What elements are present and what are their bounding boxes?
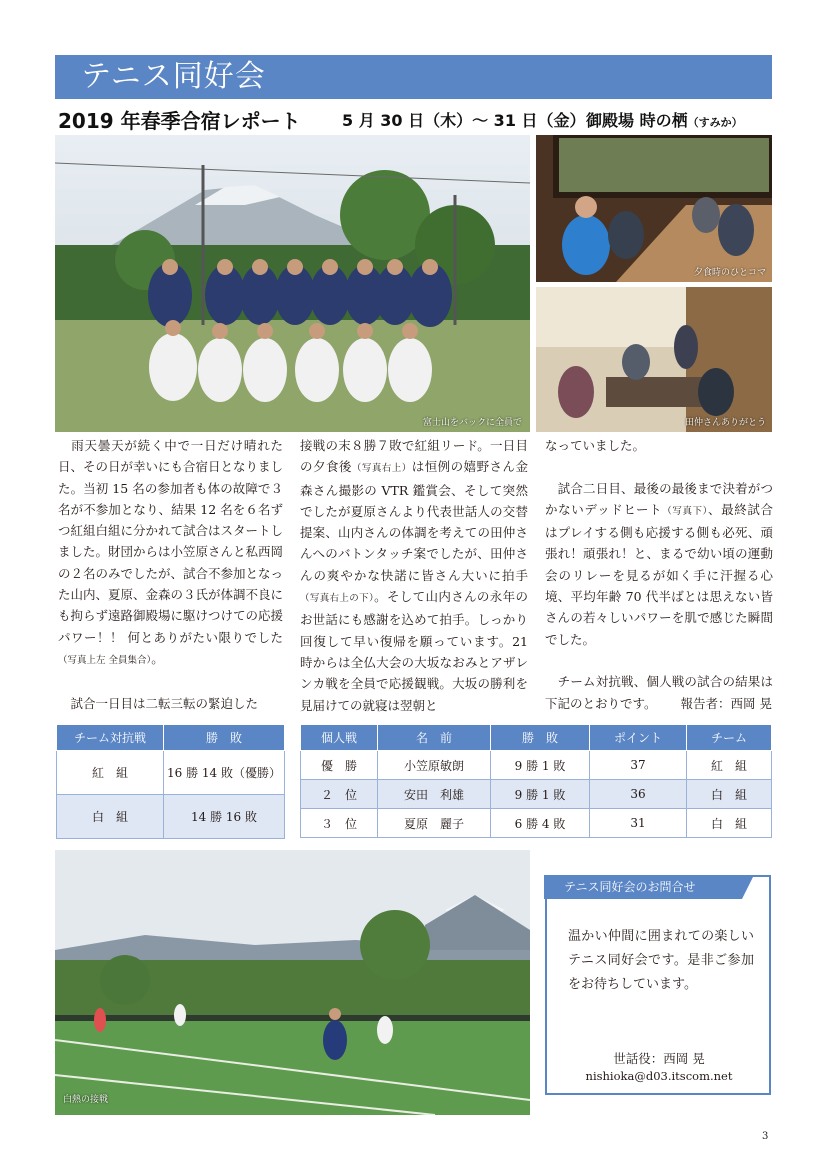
col1-text: 雨天曇天が続く中で一日だけ晴れた日、その日が幸いにも合宿日となりました。当初 15 名の参加者も体の故障で３名が不参加となり、結果 12 名を６名ずつ紅組白組に分かれて試合はスタートしました。財団からは小笠原さんと私西岡の２名のみでしたが、試合不参加となった山内、夏原、金森の３氏が体調不良にも拘らず遠路御殿場に駆けつけての応援パワー！！ 何とありがたい限りでした xyxy=(58,438,284,645)
team-name-cell: 紅 組 xyxy=(57,751,164,795)
match-photo-caption: 白熱の接戦 xyxy=(63,1095,109,1105)
report-title: 2019 年春季合宿レポート xyxy=(58,109,301,133)
col1-photo-note: （写真上左 全員集合） xyxy=(58,654,152,666)
table-header-cell: ポイント xyxy=(590,725,687,751)
table-header-cell: 勝 敗 xyxy=(164,725,285,751)
contact-message: 温かい仲間に囲まれての楽しいテニス同好会です。是非ご参加をお待ちしています。 xyxy=(568,929,754,992)
venue-reading: （すみか） xyxy=(687,116,743,129)
table-row xyxy=(57,751,285,795)
col3-photo-note: （写真下） xyxy=(662,505,709,517)
col2-photo-note-1: （写真右上） xyxy=(351,463,412,475)
thanks-photo-caption: 田仲さんありがとう xyxy=(684,418,766,428)
record-cell: 9 勝 1 敗 xyxy=(491,751,590,780)
article-column-1 xyxy=(58,435,283,720)
page-number: 3 xyxy=(762,1131,769,1142)
table-header-cell: 名 前 xyxy=(378,725,491,751)
table-header-cell: チーム対抗戦 xyxy=(57,725,164,751)
table-row xyxy=(301,780,772,809)
col2-text-a: 接戦の末８勝７敗で紅組リード。一日目の夕食後 xyxy=(300,438,528,475)
col2-text-b: は恒例の嬉野さん金森さん撮影の VTR 鑑賞会、そして突然でしたが夏原さんより代表世話人の交替提案、山内さんの体調を考えての田仲さんへのバトンタッチ案でしたが、田仲さんの爽やかな快諾に皆さん大いに拍手 xyxy=(300,459,528,583)
player-name-cell: 夏原 麗子 xyxy=(378,809,491,838)
table-row xyxy=(301,751,772,780)
table-header-cell: 勝 敗 xyxy=(491,725,590,751)
group-photo-caption: 富士山をバックに全員で xyxy=(422,418,522,428)
points-cell: 31 xyxy=(590,809,687,838)
col3-text-a: なっていました。 試合二日目、最後の最後まで決着がつかないデッドヒート xyxy=(545,438,773,517)
col1-end: 。 試合一日目は二転三転の緊迫した xyxy=(70,650,259,711)
team-record-cell: 16 勝 14 敗（優勝） xyxy=(164,751,285,795)
table-row xyxy=(57,795,285,839)
table-header-cell: チーム xyxy=(687,725,772,751)
contact-email[interactable]: nishioka@d03.itscom.net xyxy=(585,1069,733,1083)
dinner-photo xyxy=(536,135,772,282)
record-cell: 9 勝 1 敗 xyxy=(491,780,590,809)
rank-cell: ２ 位 xyxy=(301,780,378,809)
col3-text-b: 、最終試合はプレイする側も応援する側も必死、頑張れ！頑張れ！と、まるで幼い頃の運動会のリレーを見るが如く手に汗握る心境、平均年齢 70 代半ばとは思えない皆さんの若々しいパワーを肌で感じた瞬間でした。 チーム対抗戦、個人戦の試合の結果は下記のとおりです。 xyxy=(545,501,773,711)
venue-name: 御殿場 時の栖 xyxy=(586,111,688,130)
match-photo xyxy=(55,850,530,1115)
points-cell: 36 xyxy=(590,780,687,809)
contact-header-tab xyxy=(742,875,754,899)
col2-text-c: 。そして山内さんの永年のお世話にも感謝を込めて拍手。しっかり回復して早い復帰を願っています。21 時からは全仏大会の大坂なおみとアザレンカ戦を全員で応援観戦。大坂の勝利を見届けての就寝は翌朝と xyxy=(300,589,532,713)
col2-photo-note-2: （写真右上の下） xyxy=(300,593,375,605)
team-cell: 紅 組 xyxy=(687,751,772,780)
rank-cell: ３ 位 xyxy=(301,809,378,838)
rank-cell: 優 勝 xyxy=(301,751,378,780)
team-cell: 白 組 xyxy=(687,809,772,838)
team-results-table xyxy=(56,724,285,839)
record-cell: 6 勝 4 敗 xyxy=(491,809,590,838)
team-name-cell: 白 組 xyxy=(57,795,164,839)
report-dates: 5 月 30 日（木）～ 31 日（金） xyxy=(342,111,586,130)
points-cell: 37 xyxy=(590,751,687,780)
reporter-credit: 報告者：西岡 晃 xyxy=(680,696,772,711)
thanks-photo xyxy=(536,287,772,432)
contact-box-header: テニス同好会のお問合せ xyxy=(544,875,742,899)
player-name-cell: 安田 利雄 xyxy=(378,780,491,809)
player-name-cell: 小笠原敏朗 xyxy=(378,751,491,780)
group-photo xyxy=(55,135,530,432)
page-title: テニス同好会 xyxy=(55,55,772,99)
article-column-2 xyxy=(300,435,532,720)
team-cell: 白 組 xyxy=(687,780,772,809)
dinner-photo-caption: 夕食時のひとコマ xyxy=(693,268,766,278)
team-record-cell: 14 勝 16 敗 xyxy=(164,795,285,839)
contact-organizer: 世話役：西岡 晃 xyxy=(613,1051,705,1066)
report-venue xyxy=(586,108,743,131)
table-header-cell: 個人戦 xyxy=(301,725,378,751)
table-header-row xyxy=(57,725,285,751)
table-header-row xyxy=(301,725,772,751)
table-row xyxy=(301,809,772,838)
individual-results-table xyxy=(300,724,772,838)
report-heading xyxy=(58,105,773,135)
